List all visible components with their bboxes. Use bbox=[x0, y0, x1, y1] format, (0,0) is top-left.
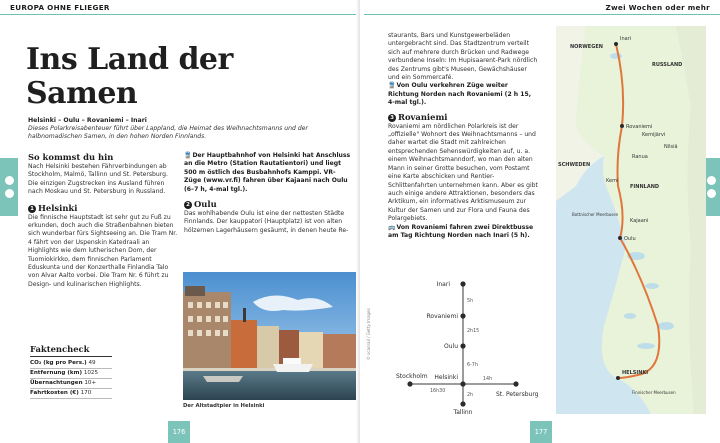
map-label: HELSINKI bbox=[622, 370, 649, 376]
middle-column bbox=[184, 152, 352, 235]
stop-number-3: 3 bbox=[388, 114, 396, 122]
stop-dot-helsinki bbox=[460, 381, 465, 386]
stop-dot-tallinn bbox=[460, 401, 465, 406]
page-title bbox=[26, 43, 306, 111]
map-label: Ranua bbox=[632, 154, 648, 160]
fact-value: 170 bbox=[80, 390, 92, 396]
stop-label-helsinki: Helsinki bbox=[434, 374, 458, 381]
tab-dot-icon bbox=[5, 176, 14, 185]
helsinki-train-info bbox=[184, 152, 352, 194]
helsinki-text: Die finnische Hauptstadt ist sehr gut zu Fuß zu erkunden, doch auch die Straßenbahnen bieten sich wunderbar fürs Sightseeing an. Die Tram Nr. 4 fährt von der Uspenskin Katedraali an Highlights wie dem lutherischen Dom, der Tuomiokirkko, dem finnischen Parlament Eduskunta und der Konzerthalle Finlandia Talo von Alvar Aalto vorbei. Die Tram Nr. 6 führt zu Design- und kulinarischen Highlights. bbox=[28, 213, 178, 288]
header-rule-right bbox=[364, 14, 720, 15]
fact-label: Fahrtkosten (€) bbox=[30, 390, 79, 396]
duration-label: 2h15 bbox=[467, 329, 480, 334]
map-dot-rovaniemi bbox=[620, 124, 624, 128]
map-label: Kemi bbox=[606, 178, 619, 184]
left-column bbox=[28, 152, 178, 289]
map-label: Kajaani bbox=[630, 218, 649, 224]
fact-row bbox=[30, 369, 112, 379]
fact-check-box bbox=[30, 344, 112, 399]
oulu-train-info bbox=[388, 82, 538, 107]
map-label: Oulu bbox=[624, 236, 636, 242]
fact-label: CO₂ (kg pro Pers.) bbox=[30, 360, 87, 366]
helsinki-harbour-photo bbox=[183, 272, 360, 400]
fact-row bbox=[30, 389, 112, 399]
duration-label: 5h bbox=[467, 299, 474, 304]
stop-label-rovaniemi: Rovaniemi bbox=[426, 313, 458, 320]
duration-label: 6-7h bbox=[467, 363, 478, 368]
stop-label-stpetersburg: St. Petersburg bbox=[496, 391, 538, 398]
map-label: Rovaniemi bbox=[626, 124, 653, 130]
stop-dot-stpetersburg bbox=[513, 381, 518, 386]
running-header-right: Zwei Wochen oder mehr bbox=[605, 3, 710, 12]
oulu-train-text: Von Oulu verkehren Züge weiter Richtung Norden nach Rovaniemi (2 h 15, 4-mal tgl.). bbox=[388, 82, 532, 107]
stop-dot-inari bbox=[460, 281, 465, 286]
intro-text: Dieses Polarkreisabenteuer führt über Lappland, die Heimat des Weihnachtsmanns und der halbnomadischen Samen, in den hohen Norden Finnlands. bbox=[28, 125, 308, 141]
stop-label-stockholm: Stockholm bbox=[396, 373, 428, 380]
duration-label: 14h bbox=[483, 377, 493, 382]
oulu-heading bbox=[184, 199, 352, 209]
map-label: Kemijärvi bbox=[642, 132, 666, 138]
fact-value: 1025 bbox=[83, 370, 99, 376]
bus-icon: 🚌 bbox=[388, 223, 396, 231]
map-label: RUSSLAND bbox=[652, 62, 683, 68]
fact-label: Entfernung (km) bbox=[30, 370, 83, 376]
page-number-right: 177 bbox=[530, 421, 552, 443]
title-line-1: Ins Land der bbox=[26, 42, 233, 77]
tab-dot-icon bbox=[707, 189, 716, 198]
oulu-text-continued: staurants, Bars und Kunstgewerbeläden untergebracht sind. Das Stadtzentrum verteilt sich auf mehrere durch Brücken und Radwege verbundene Inseln: Im Hupisaarent-Park nördlich des Zentrums gibt's Museen, Gewächshäuser und ein Sommercafé. bbox=[388, 32, 538, 82]
map-label: Nilsiä bbox=[664, 144, 678, 150]
oulu-heading-text: Oulu bbox=[194, 199, 217, 210]
stop-label-inari: Inari bbox=[436, 281, 450, 288]
getting-there-text: Nach Helsinki bestehen Fährverbindungen ab Stockholm, Malmö, Tallinn und St. Petersburg. Die einzigen Zugstrecken ins Ausland führen nach Moskau und St. Petersburg in Russland. bbox=[28, 163, 168, 196]
running-header-left: EUROPA OHNE FLIEGER bbox=[10, 3, 110, 12]
fact-value: 49 bbox=[88, 360, 96, 366]
route-subtitle: Helsinki – Oulu – Rovaniemi – Inari bbox=[28, 117, 147, 124]
chapter-tab-left bbox=[0, 158, 18, 216]
stop-dot-oulu bbox=[460, 343, 465, 348]
fact-check-title: Faktencheck bbox=[30, 344, 112, 357]
rovaniemi-heading bbox=[388, 112, 538, 122]
fact-row bbox=[30, 379, 112, 389]
title-line-2: Samen bbox=[26, 76, 138, 111]
tab-dot-icon bbox=[5, 189, 14, 198]
train-icon: 🚆 bbox=[388, 82, 396, 90]
photo-illustration bbox=[183, 272, 360, 400]
stop-dot-rovaniemi bbox=[460, 313, 465, 318]
route-diagram bbox=[388, 276, 538, 416]
duration-label: 16h30 bbox=[430, 389, 446, 394]
helsinki-heading bbox=[28, 203, 178, 213]
helsinki-train-text: Der Hauptbahnhof von Helsinki hat Anschluss an die Metro (Station Rautatientori) und liegt 500 m östlich des Busbahnhofs Kamppi. VR-Züge (www.vr.fi) fahren über Kajaani nach Oulu (6–7 h, 4-mal tgl.). bbox=[184, 152, 351, 193]
stop-number-2: 2 bbox=[184, 201, 192, 209]
rovaniemi-bus-info bbox=[388, 224, 538, 241]
map-dot-helsinki bbox=[616, 376, 620, 380]
rovaniemi-bus-text: Von Rovaniemi fahren zwei Direktbusse am Tag Richtung Norden nach Inari (5 h). bbox=[388, 223, 534, 239]
stop-label-tallinn: Tallinn bbox=[453, 409, 473, 416]
map-label: FINNLAND bbox=[630, 184, 660, 190]
stop-dot-stockholm bbox=[407, 381, 412, 386]
tab-dot-icon bbox=[707, 176, 716, 185]
page-number-left: 176 bbox=[168, 421, 190, 443]
header-rule-left bbox=[0, 14, 356, 15]
left-page bbox=[0, 0, 358, 443]
oulu-text: Das wohlhabende Oulu ist eine der nettesten Städte Finnlands. Der kauppatori (Hauptplatz) ist von alten hölzernen Lagerhäusern gesäumt, in denen heute Re- bbox=[184, 210, 349, 234]
right-column bbox=[388, 32, 538, 240]
map-label: SCHWEDEN bbox=[558, 162, 591, 168]
finland-route-map bbox=[556, 26, 706, 414]
helsinki-heading-text: Helsinki bbox=[38, 202, 78, 213]
fact-row bbox=[30, 359, 112, 369]
photo-credit: © scanrail / Getty Images bbox=[366, 308, 371, 360]
map-label: Finnischer Meerbusen bbox=[632, 390, 676, 395]
map-dot-inari bbox=[614, 42, 618, 46]
photo-caption: Der Altstadtpier in Helsinki bbox=[183, 403, 265, 409]
rovaniemi-text: Rovaniemi am nördlichen Polarkreis ist der „offizielle" Wohnort des Weihnachtsmanns – und daher wartet die Stadt mit zahlreichen entsprechenden Sehenswürdigkeiten auf, u. a. einem Weihnachtsmanndorf, wo man den alten Mann in seiner Grotte besuchen, vom Postamt eine Karte abschicken und Rentier-Schlittenfahrten unternehmen kann. Aber es gibt auch einige andere Attraktionen, besonders das Arktikum, ein informatives Arktismuseum zur Kultur der Samen und zur Flora und Fauna des Polargebiets. bbox=[388, 122, 538, 223]
getting-there-heading: So kommst du hin bbox=[28, 152, 114, 162]
duration-label: 2h bbox=[467, 393, 474, 398]
fact-label: Übernachtungen bbox=[30, 380, 83, 386]
fact-value: 10+ bbox=[84, 380, 97, 386]
stop-label-oulu: Oulu bbox=[444, 343, 458, 350]
map-label: Inari bbox=[620, 36, 632, 42]
map-label: Bottnischer Meerbusen bbox=[572, 212, 619, 217]
map-dot-oulu bbox=[618, 236, 622, 240]
train-icon: 🚆 bbox=[184, 152, 192, 159]
map-label: NORWEGEN bbox=[570, 44, 603, 50]
rovaniemi-heading-text: Rovaniemi bbox=[398, 111, 448, 122]
stop-number-1: 1 bbox=[28, 205, 36, 213]
